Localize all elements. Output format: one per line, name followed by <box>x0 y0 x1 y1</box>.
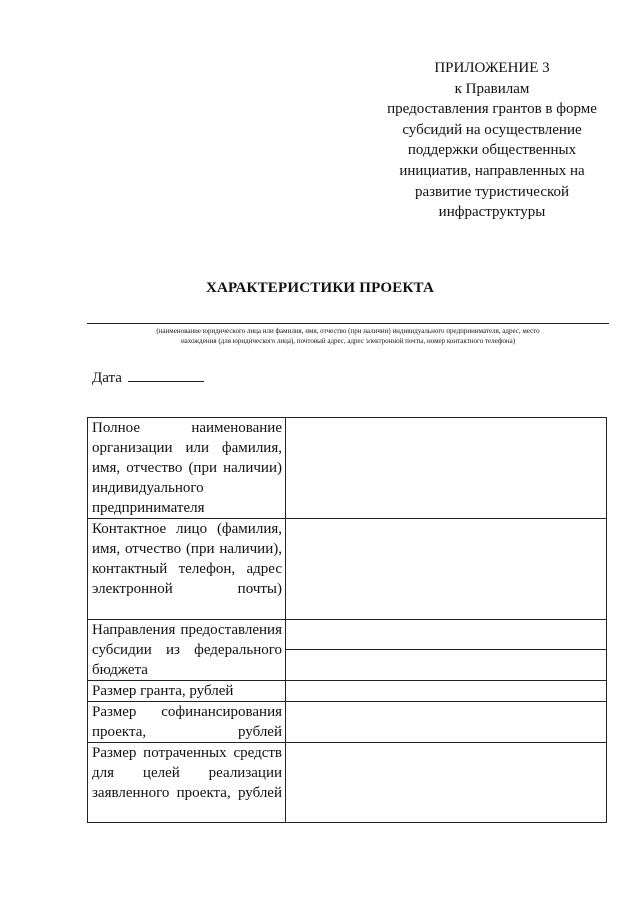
date-field <box>92 368 204 387</box>
row-label <box>88 519 286 620</box>
value-subcell[interactable] <box>286 649 606 679</box>
row-label <box>88 681 286 702</box>
appendix-line: к Правилам <box>454 80 530 97</box>
appendix-line: инфраструктуры <box>438 204 546 221</box>
row-value-cell[interactable] <box>286 620 607 681</box>
appendix-line: поддержки общественных <box>407 142 577 159</box>
project-characteristics-table <box>87 417 607 823</box>
table-row <box>88 681 607 702</box>
table-row <box>88 519 607 620</box>
value-subcell[interactable] <box>286 620 606 649</box>
appendix-heading: ПРИЛОЖЕНИЕ 3 <box>434 60 550 76</box>
row-value-cell[interactable] <box>286 519 607 620</box>
label-line: Полное наименование организации или фамилия, имя, отчество (при наличии) индивидуального предпринимателя <box>92 420 282 516</box>
date-label: Дата <box>92 370 122 386</box>
table-row <box>88 702 607 743</box>
label-line: Размер потраченных средств для целей реализации заявленного проекта, рублей <box>92 745 282 801</box>
applicant-name-line <box>87 323 609 324</box>
row-value-cell[interactable] <box>286 681 607 702</box>
appendix-line: инициатив, направленных на <box>399 162 585 179</box>
row-label <box>88 743 286 823</box>
appendix-line: предоставления грантов в форме <box>387 101 597 118</box>
document-title: ХАРАКТЕРИСТИКИ ПРОЕКТА <box>205 280 435 296</box>
table-row <box>88 620 607 681</box>
row-value-cell[interactable] <box>286 702 607 743</box>
table-row <box>88 418 607 519</box>
row-value-cell[interactable] <box>286 743 607 823</box>
caption-line-1: (наименование юридического лица или фамилия, имя, отчество (при наличии) индивидуального предпринимателя, адрес, место <box>156 327 540 335</box>
applicant-caption <box>87 326 609 346</box>
label-line: Размер гранта, рублей <box>92 683 234 699</box>
row-label <box>88 702 286 743</box>
caption-line-2: нахождения (для юридического лица), почтовый адрес, адрес электронной почты, номер контактного телефона) <box>180 337 516 345</box>
label-line: Контактное лицо (фамилия, имя, отчество (при наличии), контактный телефон, адрес электронной почты) <box>92 521 282 597</box>
row-label <box>88 418 286 519</box>
appendix-line: субсидий на осуществление <box>402 121 582 138</box>
table-row <box>88 743 607 823</box>
appendix-block <box>372 58 612 223</box>
date-blank-line[interactable] <box>128 368 204 382</box>
row-label <box>88 620 286 681</box>
appendix-line: развитие туристической <box>414 183 570 200</box>
row-value-cell[interactable] <box>286 418 607 519</box>
label-line: Направления предоставления субсидии из федерального бюджета <box>92 622 282 678</box>
label-line: Размер софинансирования проекта, рублей <box>92 704 282 740</box>
